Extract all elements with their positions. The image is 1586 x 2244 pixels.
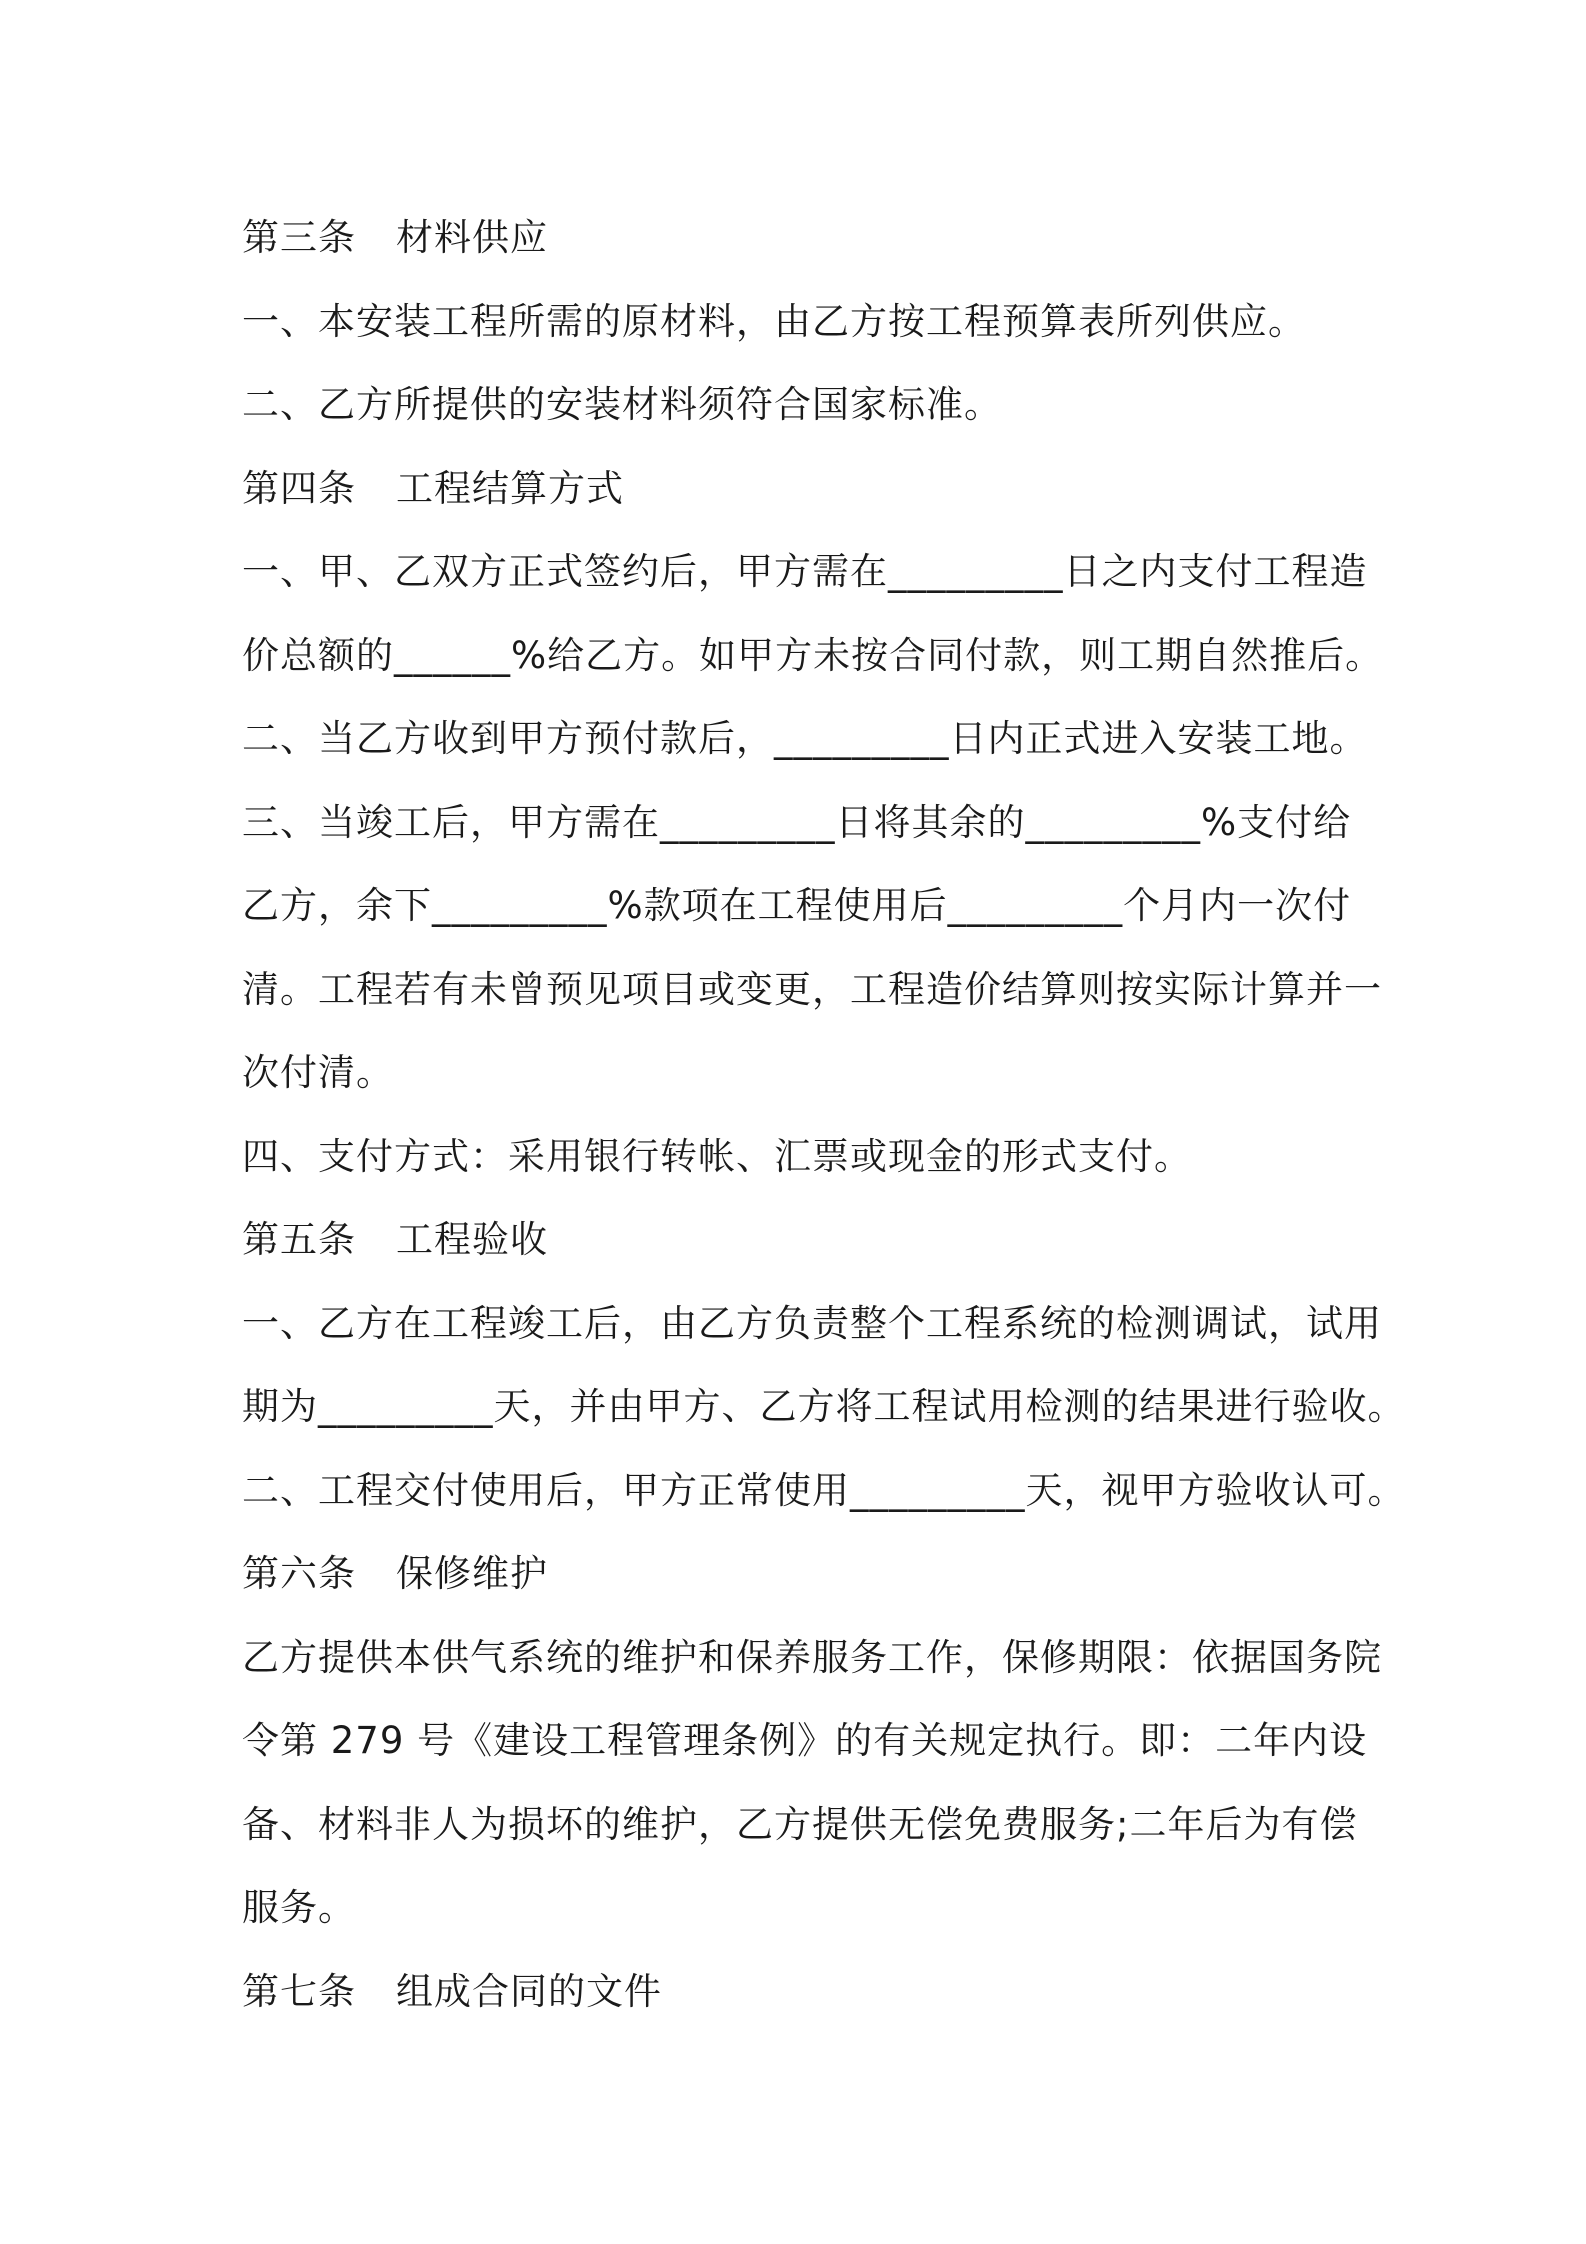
document-page (242, 196, 1406, 2033)
paragraph-line: 清。工程若有未曾预见项目或变更，工程造价结算则按实际计算并一 (242, 967, 1382, 1011)
article-title: 保修维护 (396, 1552, 548, 1595)
article-number: 第三条 (242, 216, 356, 259)
article-number: 第七条 (242, 1969, 356, 2013)
article-heading-6 (242, 1532, 1362, 1616)
paragraph-line: 一、本安装工程所需的原材料，由乙方按工程预算表所列供应。 (242, 299, 1306, 343)
article-title: 工程结算方式 (396, 466, 624, 510)
paragraph-line: 三、当竣工后，甲方需在_________日将其余的_________%支付给 (242, 800, 1352, 844)
paragraph-line: 乙方提供本供气系统的维护和保养服务工作，保修期限：依据国务院 (242, 1635, 1382, 1679)
paragraph-line: 一、甲、乙双方正式签约后，甲方需在_________日之内支付工程造 (242, 550, 1368, 593)
paragraph-line: 次付清。 (242, 1051, 394, 1094)
article-number: 第六条 (242, 1552, 356, 1595)
article-heading-5 (242, 1198, 1362, 1282)
paragraph-line: 备、材料非人为损坏的维护，乙方提供无偿免费服务;二年后为有偿 (242, 1802, 1358, 1846)
article-title: 组成合同的文件 (396, 1969, 662, 2013)
article-title: 材料供应 (396, 216, 548, 259)
paragraph-line: 令第 279 号《建设工程管理条例》的有关规定执行。即：二年内设 (242, 1719, 1368, 1762)
paragraph-line: 二、工程交付使用后，甲方正常使用_________天，视甲方验收认可。 (242, 1468, 1406, 1512)
article-heading-7 (242, 1950, 1362, 2034)
paragraph-line: 期为_________天，并由甲方、乙方将工程试用检测的结果进行验收。 (242, 1385, 1406, 1428)
paragraph-line: 一、乙方在工程竣工后，由乙方负责整个工程系统的检测调试，试用 (242, 1301, 1382, 1345)
article-title: 工程验收 (396, 1218, 548, 1261)
article-number: 第五条 (242, 1218, 356, 1261)
paragraph-line: 服务。 (242, 1886, 356, 1929)
paragraph-line: 乙方，余下_________%款项在工程使用后_________个月内一次付 (242, 884, 1352, 927)
article-heading-4 (242, 447, 1362, 531)
paragraph-line: 四、支付方式：采用银行转帐、汇票或现金的形式支付。 (242, 1134, 1192, 1178)
paragraph-line: 二、乙方所提供的安装材料须符合国家标准。 (242, 383, 1002, 426)
paragraph-line: 价总额的______%给乙方。如甲方未按合同付款，则工期自然推后。 (242, 633, 1384, 677)
article-heading-3 (242, 196, 1362, 280)
paragraph-line: 二、当乙方收到甲方预付款后，_________日内正式进入安装工地。 (242, 717, 1368, 760)
article-number: 第四条 (242, 466, 356, 510)
